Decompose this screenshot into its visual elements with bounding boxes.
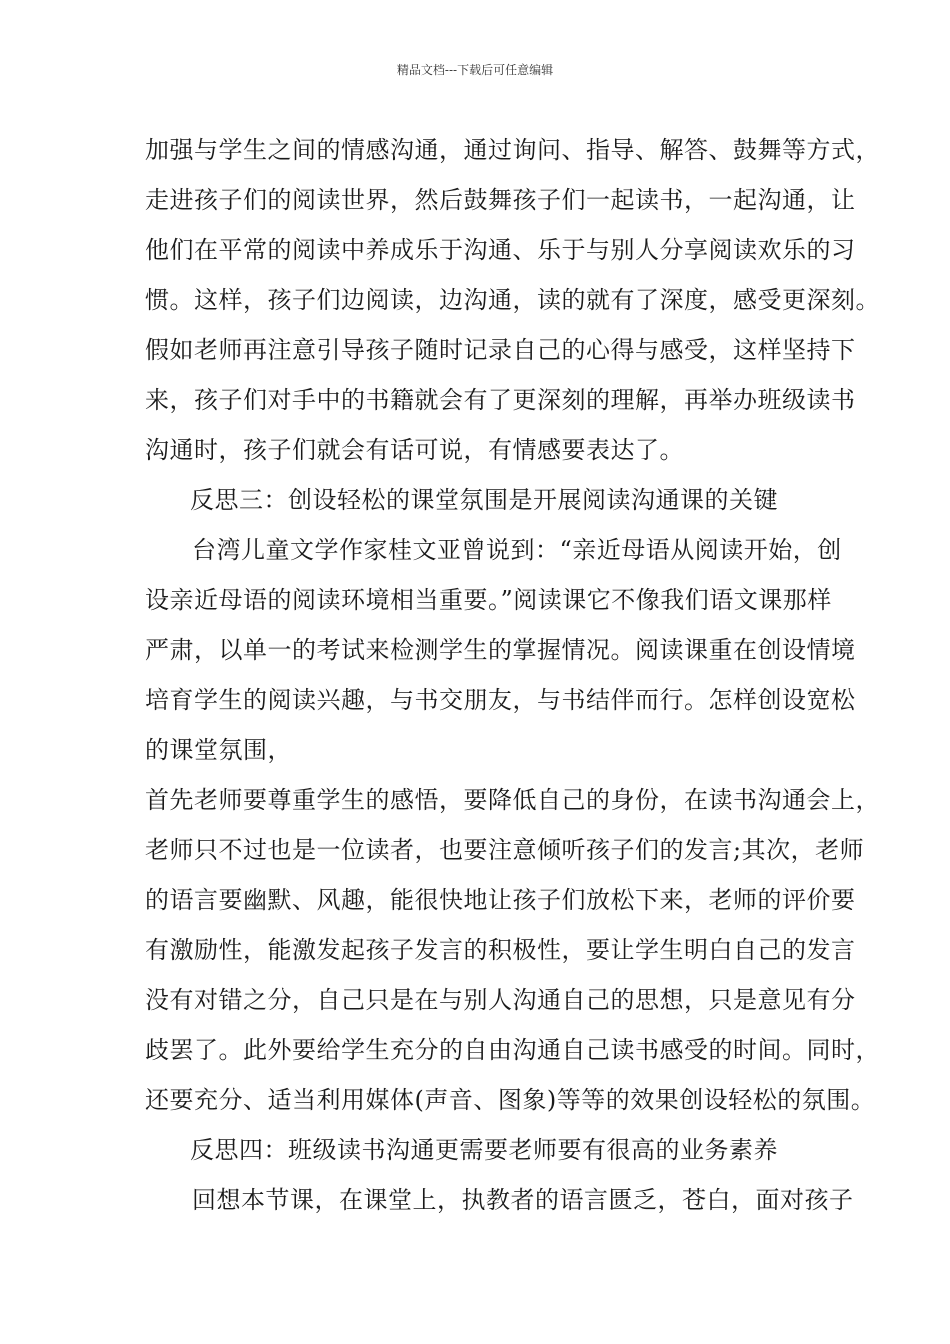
- text-line: 歧罢了。此外要给学生充分的自由沟通自己读书感受的时间。同时，: [145, 1036, 880, 1064]
- page-header: 精品文档---下载后可任意编辑: [396, 63, 554, 77]
- text-line: 有激励性，能激发起孩子发言的积极性，要让学生明白自己的发言: [145, 936, 856, 964]
- text-line: 台湾儿童文学作家桂文亚曾说到：“亲近母语从阅读开始，创: [192, 536, 842, 564]
- text-line: 设亲近母语的阅读环境相当重要。”阅读课它不像我们语文课那样: [145, 586, 832, 614]
- text-line: 首先老师要尊重学生的感悟，要降低自己的身份，在读书沟通会上，: [145, 786, 880, 814]
- text-line: 惯。这样，孩子们边阅读，边沟通，读的就有了深度，感受更深刻。: [145, 286, 880, 314]
- text-line: 来，孩子们对手中的书籍就会有了更深刻的理解，再举办班级读书: [145, 386, 856, 414]
- text-line: 走进孩子们的阅读世界，然后鼓舞孩子们一起读书，一起沟通，让: [145, 186, 856, 214]
- text-line: 沟通时，孩子们就会有话可说，有情感要表达了。: [145, 436, 684, 464]
- text-line: 老师只不过也是一位读者，也要注意倾听孩子们的发言;其次，老师: [145, 836, 865, 864]
- text-line: 的课堂氛围，: [145, 736, 292, 764]
- text-line: 的语言要幽默、风趣，能很快地让孩子们放松下来，老师的评价要: [145, 886, 856, 914]
- section-heading: 反思四：班级读书沟通更需要老师要有很高的业务素养: [190, 1136, 778, 1164]
- text-line: 严肃，以单一的考试来检测学生的掌握情况。阅读课重在创设情境: [145, 636, 856, 664]
- text-line: 他们在平常的阅读中养成乐于沟通、乐于与别人分享阅读欢乐的习: [145, 236, 856, 264]
- text-line: 假如老师再注意引导孩子随时记录自己的心得与感受，这样坚持下: [145, 336, 856, 364]
- text-line: 没有对错之分，自己只是在与别人沟通自己的思想，只是意见有分: [145, 986, 856, 1014]
- section-heading: 反思三：创设轻松的课堂氛围是开展阅读沟通课的关键: [190, 486, 778, 514]
- text-line: 加强与学生之间的情感沟通，通过询问、指导、解答、鼓舞等方式，: [145, 136, 880, 164]
- text-line: 还要充分、适当利用媒体(声音、图象)等等的效果创设轻松的氛围。: [145, 1086, 876, 1114]
- text-line: 回想本节课，在课堂上，执教者的语言匮乏，苍白，面对孩子: [192, 1186, 854, 1214]
- text-line: 培育学生的阅读兴趣，与书交朋友，与书结伴而行。怎样创设宽松: [145, 686, 856, 714]
